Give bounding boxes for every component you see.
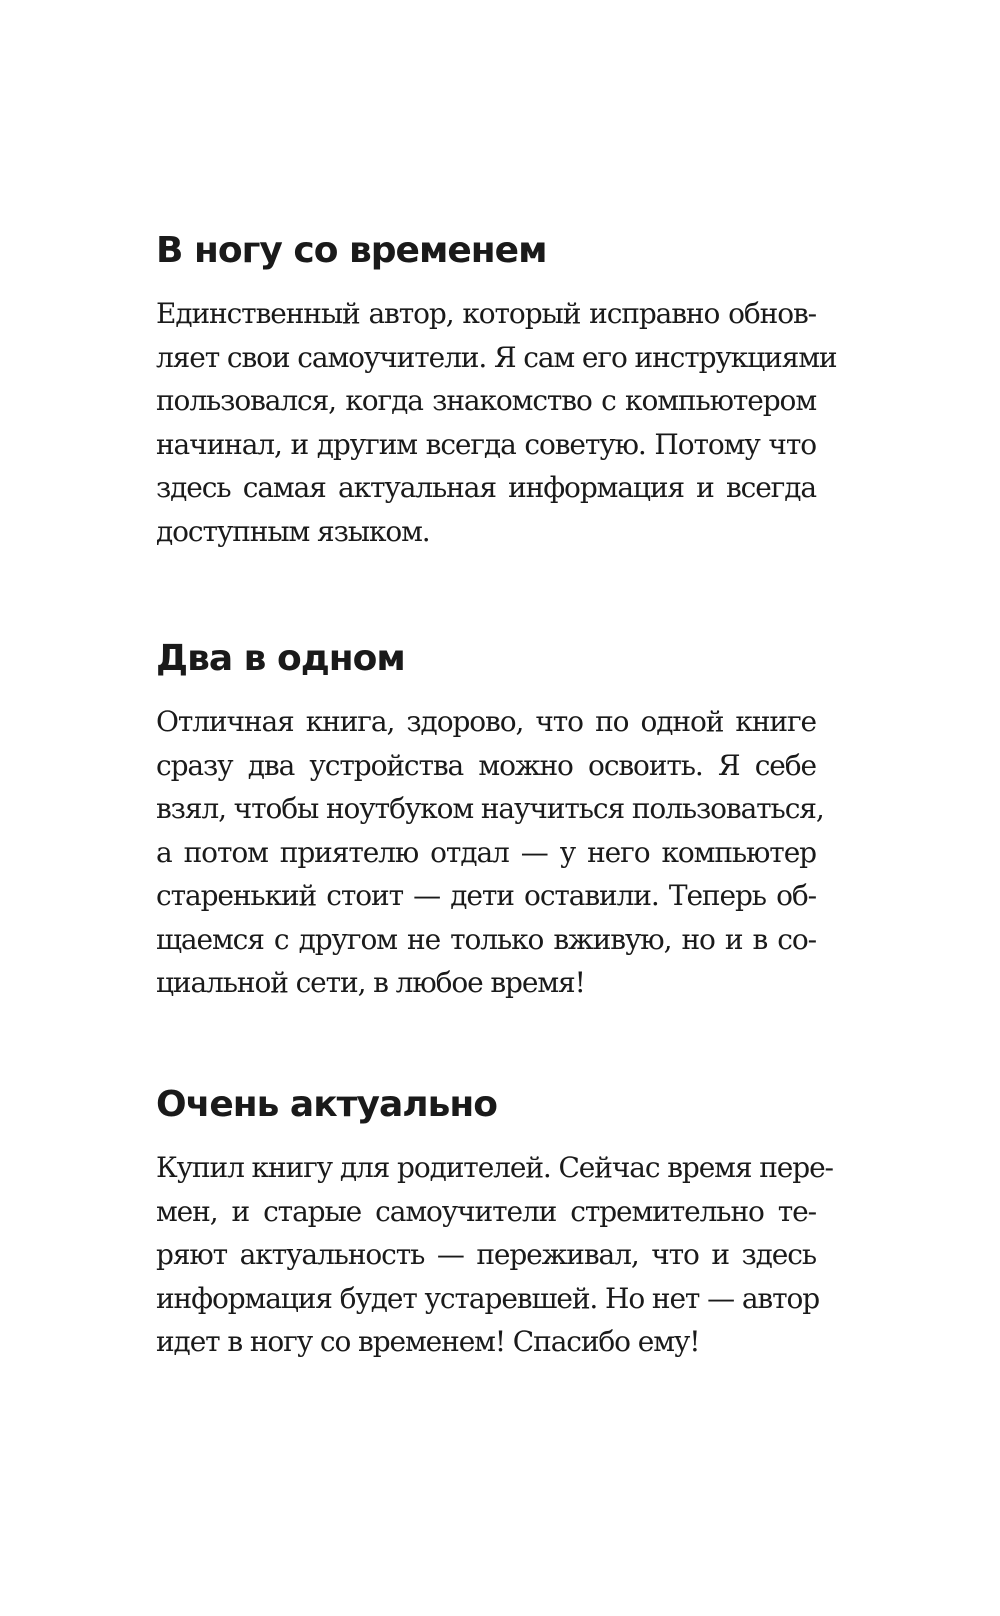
review-section [156, 1082, 833, 1364]
review-line: взял, чтобы ноутбуком научиться пользоваться, [156, 792, 824, 825]
review-line: идет в ногу со временем! Спасибо ему! [156, 1325, 700, 1358]
review-line: здесь самая актуальная информация и всегда [156, 471, 816, 504]
review-line: Купил книгу для родителей. Сейчас время пере- [156, 1151, 833, 1184]
review-line: мен, и старые самоучители стремительно те- [156, 1194, 816, 1228]
review-line: ряют актуальность — переживал, что и здесь [156, 1238, 816, 1271]
review-line: информация будет устаревшей. Но нет — автор [156, 1281, 820, 1315]
review-line: доступным языком. [156, 514, 430, 548]
review-title: В ногу со временем [156, 230, 547, 271]
review-line: старенький стоит — дети оставили. Теперь об- [156, 879, 816, 912]
review-line: начинал, и другим всегда советую. Потому что [156, 427, 816, 461]
review-line: сразу два устройства можно освоить. Я себе [156, 748, 816, 782]
review-text [156, 1146, 833, 1364]
review-line: циальной сети, в любое время! [156, 966, 585, 999]
review-line: Единственный автор, который исправно обнов- [156, 297, 816, 330]
review-line: пользовался, когда знакомство с компьютером [156, 384, 816, 417]
review-line: ляет свои самоучители. Я сам его инструкциями [156, 340, 837, 374]
review-title: Очень актуально [156, 1084, 497, 1125]
review-text [156, 700, 824, 1005]
review-section [156, 228, 837, 553]
review-text [156, 292, 837, 553]
review-line: щаемся с другом не только вживую, но и в со- [156, 922, 816, 956]
review-line: Отличная книга, здорово, что по одной книге [156, 705, 816, 738]
review-line: а потом приятелю отдал — у него компьютер [156, 835, 816, 869]
review-title: Два в одном [156, 638, 405, 679]
review-section [156, 636, 824, 1005]
